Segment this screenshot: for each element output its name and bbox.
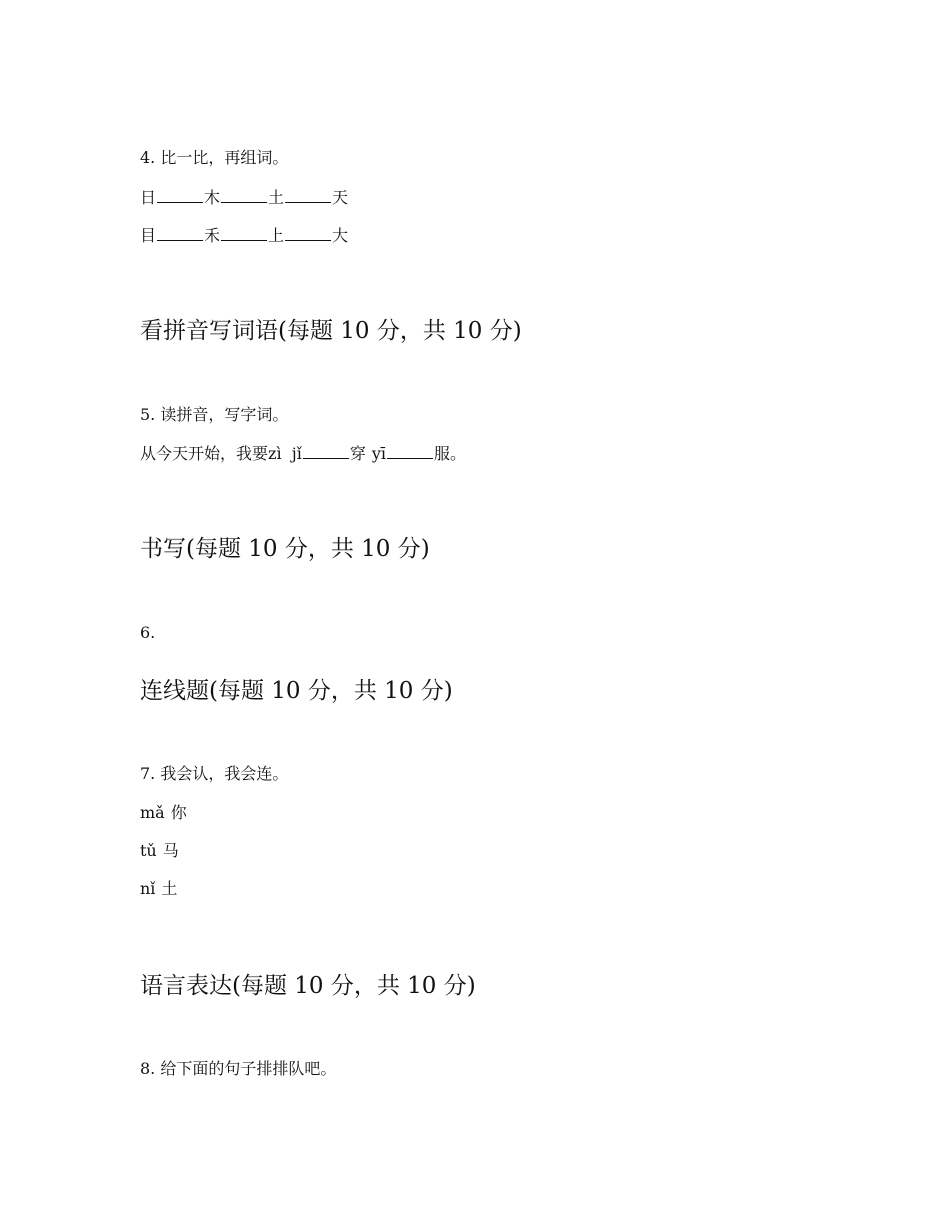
q7-pair bbox=[140, 802, 187, 824]
q7-pinyin: tǔ bbox=[140, 841, 157, 860]
q4-title: 4. 比一比，再组词。 bbox=[140, 148, 289, 167]
q7-pair bbox=[140, 840, 179, 862]
section-heading-matching: 连线题(每题 10 分，共 10 分) bbox=[140, 678, 453, 704]
answer-blank[interactable] bbox=[387, 442, 433, 459]
q4-char: 木 bbox=[204, 188, 221, 207]
q5-pinyin-1: zì jǐ bbox=[268, 444, 302, 463]
q7-pinyin: mǎ bbox=[140, 803, 165, 822]
answer-blank[interactable] bbox=[157, 186, 203, 203]
q4-char: 禾 bbox=[204, 226, 221, 245]
q4-row-2 bbox=[140, 224, 348, 247]
q4-char: 天 bbox=[332, 188, 349, 207]
q5-sentence bbox=[140, 442, 466, 465]
answer-blank[interactable] bbox=[285, 186, 331, 203]
q7-pair bbox=[140, 878, 177, 900]
answer-blank[interactable] bbox=[285, 224, 331, 241]
q4-row-1 bbox=[140, 186, 348, 209]
q7-char: 土 bbox=[161, 879, 178, 898]
q4-char: 大 bbox=[332, 226, 349, 245]
q7-char: 马 bbox=[162, 841, 179, 860]
q7-pinyin: nǐ bbox=[140, 879, 156, 898]
q5-pinyin-2: yī bbox=[371, 444, 386, 463]
section-heading-expression: 语言表达(每题 10 分，共 10 分) bbox=[140, 973, 476, 999]
answer-blank[interactable] bbox=[157, 224, 203, 241]
q4-char: 目 bbox=[140, 226, 157, 245]
q4-char: 日 bbox=[140, 188, 157, 207]
section-heading-writing: 书写(每题 10 分，共 10 分) bbox=[140, 536, 430, 562]
q5-suffix: 服。 bbox=[433, 444, 466, 463]
q5-prefix: 从今天开始，我要 bbox=[140, 444, 269, 463]
answer-blank[interactable] bbox=[221, 186, 267, 203]
q5-title: 5. 读拼音，写字词。 bbox=[140, 405, 289, 424]
section-heading-pinyin: 看拼音写词语(每题 10 分，共 10 分) bbox=[140, 318, 522, 344]
answer-blank[interactable] bbox=[303, 442, 349, 459]
q6-title: 6. bbox=[140, 623, 156, 642]
q4-char: 土 bbox=[268, 188, 285, 207]
q5-middle: 穿 bbox=[349, 444, 366, 463]
q8-title: 8. 给下面的句子排排队吧。 bbox=[140, 1059, 337, 1078]
q4-char: 上 bbox=[268, 226, 285, 245]
q7-char: 你 bbox=[170, 803, 187, 822]
q7-title: 7. 我会认，我会连。 bbox=[140, 764, 289, 783]
answer-blank[interactable] bbox=[221, 224, 267, 241]
